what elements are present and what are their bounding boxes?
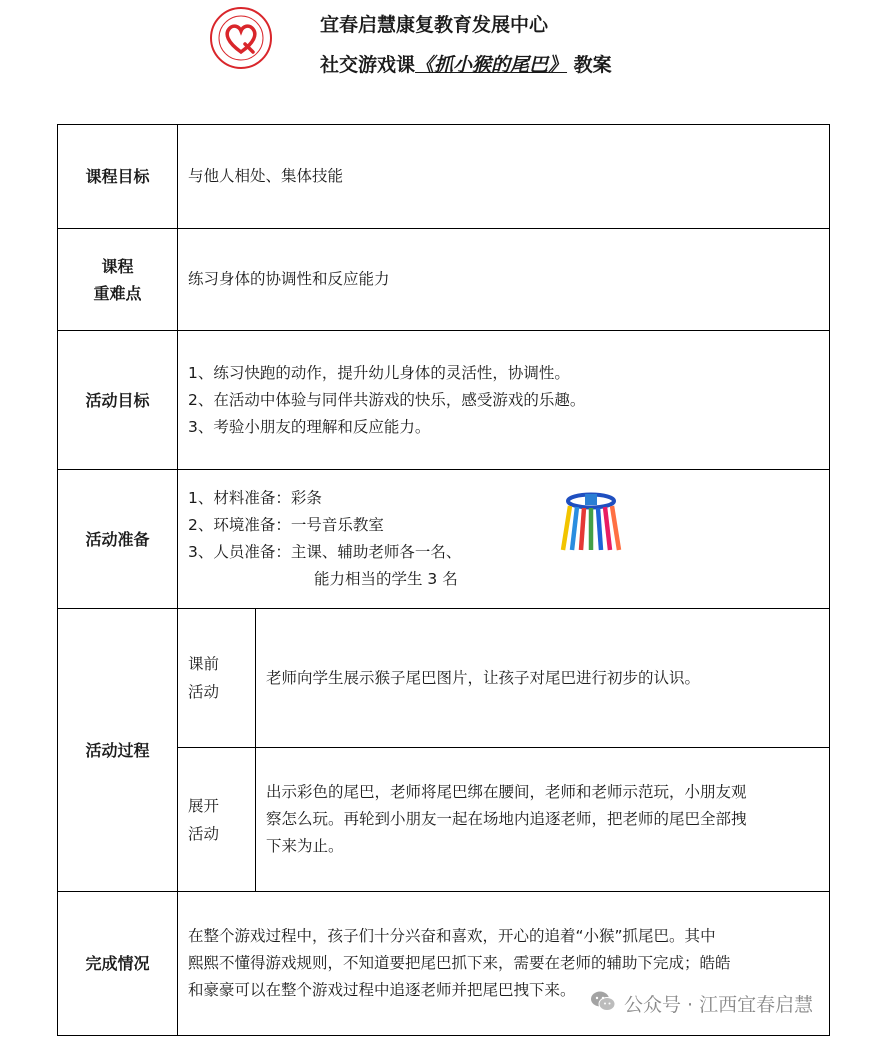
list-item: 3、考验小朋友的理解和反应能力。 — [188, 417, 431, 436]
content-text: 老师向学生展示猴子尾巴图片，让孩子对尾巴进行初步的认识。 — [266, 668, 701, 687]
doc-title — [320, 50, 612, 77]
label-preparation — [57, 469, 178, 609]
content-pre-activity — [255, 608, 830, 748]
text-line: 和豪豪可以在整个游戏过程中追逐老师并把尾巴拽下来。 — [188, 981, 576, 999]
label-text: 活动过程 — [85, 740, 150, 760]
list-item: 1、材料准备：彩条 — [188, 489, 322, 507]
list-item: 3、人员准备：主课、辅助老师各一名、 — [188, 543, 462, 561]
text-line: 熙熙不懂得游戏规则，不知道要把尾巴抓下来，需要在老师的辅助下完成；皓皓 — [188, 954, 731, 972]
text-line: 出示彩色的尾巴，老师将尾巴绑在腰间，老师和老师示范玩，小朋友观 — [266, 783, 747, 801]
title-suffix: 教案 — [573, 54, 612, 76]
label-line: 活动 — [188, 683, 220, 701]
label-text: 活动准备 — [85, 529, 150, 549]
label-line: 展开 — [188, 796, 220, 815]
watermark — [590, 990, 813, 1017]
sublabel-main-activity — [177, 747, 256, 892]
label-process — [57, 608, 178, 892]
content-preparation — [177, 469, 830, 609]
text-line: 下来为止。 — [266, 837, 344, 855]
label-text: 课程目标 — [85, 167, 150, 186]
content-text: 练习身体的协调性和反应能力 — [188, 270, 390, 288]
list-item: 2、环境准备：一号音乐教室 — [188, 516, 384, 534]
label-line: 课程 — [101, 256, 134, 276]
sublabel-pre-activity — [177, 608, 256, 748]
list-item-continuation: 能力相当的学生 3 名 — [314, 570, 458, 588]
label-line: 课前 — [188, 655, 220, 673]
content-main-activity — [255, 747, 830, 892]
list-item: 1、练习快跑的动作，提升幼儿身体的灵活性，协调性。 — [188, 363, 570, 382]
text-line: 在整个游戏过程中，孩子们十分兴奋和喜欢，开心的追着“小猴”抓尾巴。其中 — [188, 927, 716, 945]
wechat-icon — [590, 990, 616, 1017]
org-name: 宜春启慧康复教育发展中心 — [320, 14, 549, 36]
title-book-name: 《抓小猴的尾巴》 — [415, 54, 568, 76]
label-course-goal — [57, 124, 178, 229]
label-activity-goal — [57, 330, 178, 470]
content-activity-goal — [177, 330, 830, 470]
label-completion — [57, 891, 178, 1036]
title-prefix: 社交游戏课 — [320, 54, 416, 76]
org-logo-icon — [209, 6, 273, 70]
content-key-points — [177, 228, 830, 331]
label-text: 活动目标 — [85, 390, 150, 410]
label-text: 完成情况 — [85, 954, 150, 973]
content-text: 与他人相处、集体技能 — [188, 167, 344, 185]
label-line: 重难点 — [93, 283, 142, 303]
list-item: 2、在活动中体验与同伴共游戏的快乐，感受游戏的乐趣。 — [188, 390, 586, 409]
label-line: 活动 — [188, 824, 220, 843]
rainbow-tail-ribbon-icon — [560, 492, 622, 554]
label-key-points — [57, 228, 178, 331]
content-course-goal — [177, 124, 830, 229]
watermark-text: 公众号 · 江西宜春启慧 — [624, 994, 814, 1016]
text-line: 察怎么玩。再轮到小朋友一起在场地内追逐老师，把老师的尾巴全部拽 — [266, 810, 747, 828]
